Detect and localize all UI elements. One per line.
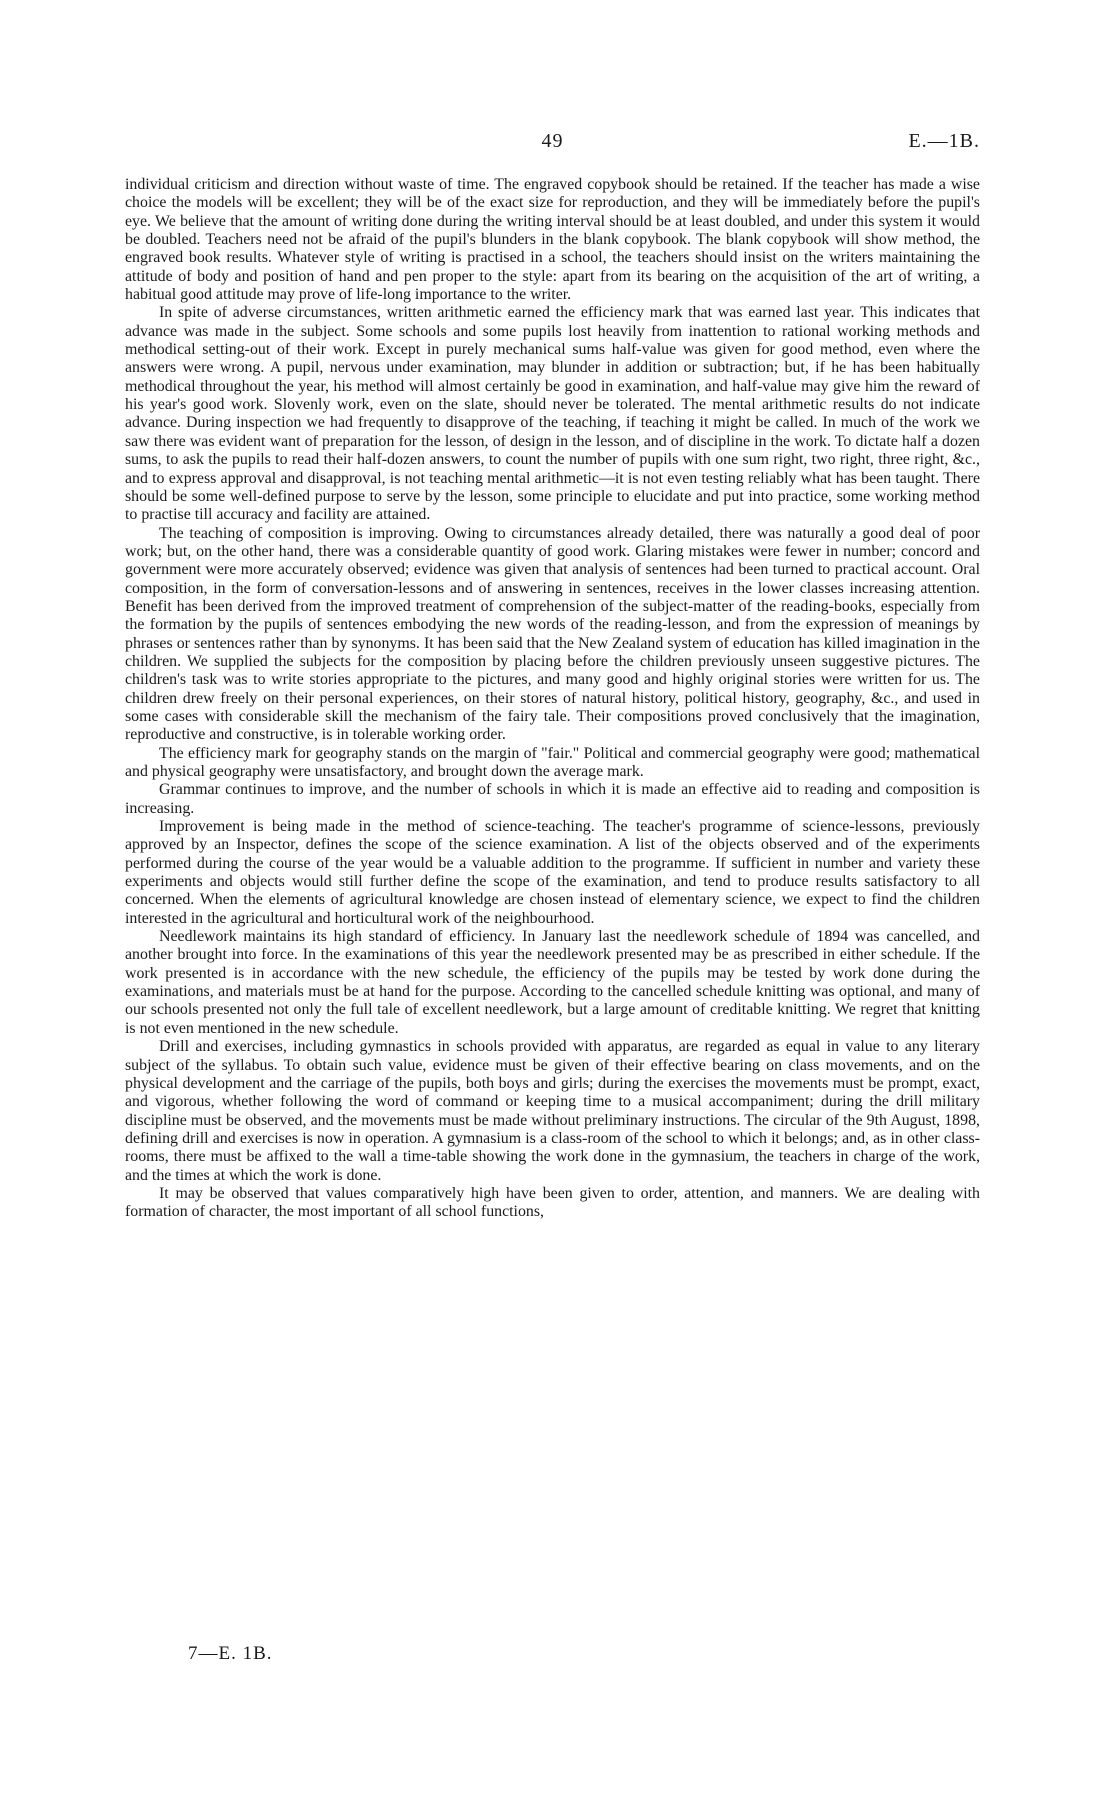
paragraph-composition: The teaching of composition is improving. Owing to circumstances already detailed, there was naturally a good deal of poor work; but, on the other hand, there was a considerable quantity of good work. Glaring mistakes were fewer in number; concord and government were more accurately observed; evidence was given that analysis of sentences had been turned to practical account. Oral composition, in the form of conversation-lessons and of answering in sentences, receives in the lower classes increasing attention. Benefit has been derived from the improved treatment of comprehension of the subject-matter of the reading-books, especially from the formation by the pupils of sentences embodying the new words of the reading-lesson, and from the expression of meanings by phrases or sentences rather than by synonyms. It has been said that the New Zealand system of education has killed imagination in the children. We supplied the subjects for the composition by placing before the children previously unseen suggestive pictures. The children's task was to write stories appropriate to the pictures, and many good and highly original stories were written for us. The children drew freely on their personal experiences, on their stores of natural history, political history, geography, &c., and used in some cases with considerable skill the mechanism of the fairy tale. Their compositions proved conclusively that the imagination, reproductive and constructive, is in tolerable working order. (125, 524, 980, 744)
page-number: 49 (541, 130, 564, 152)
paragraph-grammar: Grammar continues to improve, and the number of schools in which it is made an effective aid to reading and composition is increasing. (125, 781, 980, 817)
signature-mark: 7—E. 1B. (188, 1643, 273, 1664)
body-text (125, 176, 980, 1222)
page-header (125, 130, 980, 156)
report-code: E.—1B. (908, 130, 980, 152)
paragraph-arithmetic: In spite of adverse circumstances, written arithmetic earned the efficiency mark that was earned last year. This indicates that advance was made in the subject. Some schools and some pupils lost heavily from inattention to rational working methods and methodical setting-out of their work. Except in purely mechanical sums half-value was given for good method, even where the answers were wrong. A pupil, nervous under examination, may blunder in addition or subtraction; but, if he has been habitually methodical throughout the year, his method will almost certainly be good in examination, and half-value may give him the reward of his year's good work. Slovenly work, even on the slate, should never be tolerated. The mental arithmetic results do not indicate advance. During inspection we had frequently to disapprove of the teaching, if teaching it might be called. In much of the work we saw there was evident want of preparation for the lesson, of design in the lesson, and of discipline in the work. To dictate half a dozen sums, to ask the pupils to read their half-dozen answers, to count the number of pupils with one sum right, two right, three right, &c., and to express approval and disapproval, is not teaching mental arithmetic—it is not even testing reliably what has been taught. There should be some well-defined purpose to serve by the lesson, some principle to elucidate and put into practice, some working method to practise till accuracy and facility are attained. (125, 304, 980, 524)
paragraph-manners: It may be observed that values comparatively high have been given to order, attention, and manners. We are dealing with formation of character, the most important of all school functions, (125, 1184, 980, 1221)
paragraph-drill: Drill and exercises, including gymnastics in schools provided with apparatus, are regarded as equal in value to any literary subject of the syllabus. To obtain such value, evidence must be given of their effective bearing on class movements, and on the physical development and the carriage of the pupils, both boys and girls; during the exercises the movements must be prompt, exact, and vigorous, whether following the word of command or keeping time to a musical accompaniment; during the drill military discipline must be observed, and the movements must be made without preliminary instructions. The circular of the 9th August, 1898, defining drill and exercises is now in operation. A gymnasium is a class-room of the school to which it belongs; and, as in other class-rooms, there must be affixed to the wall a time-table showing the work done in the gymnasium, the teachers in charge of the work, and the times at which the work is done. (125, 1038, 980, 1184)
paragraph-needlework: Needlework maintains its high standard of efficiency. In January last the needlework schedule of 1894 was cancelled, and another brought into force. In the examinations of this year the needlework presented may be as prescribed in either schedule. If the work presented is in accordance with the new schedule, the efficiency of the pupils may be tested by work done during the examinations, and materials must be at hand for the purpose. According to the cancelled schedule knitting was optional, and many of our schools presented not only the full tale of excellent needlework, but a large amount of creditable knitting. We regret that knitting is not even mentioned in the new schedule. (125, 928, 980, 1037)
paragraph-science: Improvement is being made in the method of science-teaching. The teacher's programme of science-lessons, previously approved by an Inspector, defines the scope of the science examination. A list of the objects observed and of the experiments performed during the course of the year would be a valuable addition to the programme. If sufficient in number and variety these experiments and objects would still further define the scope of the examination, and tend to produce results satisfactory to all concerned. When the elements of agricultural knowledge are chosen instead of elementary science, we expect to find the children interested in the agricultural and horticultural work of the neighbourhood. (125, 818, 980, 927)
paragraph-geography: The efficiency mark for geography stands on the margin of "fair." Political and commercial geography were good; mathematical and physical geography were unsatisfactory, and brought down the average mark. (125, 744, 980, 780)
paragraph-writing: individual criticism and direction without waste of time. The engraved copybook should be retained. If the teacher has made a wise choice the models will be excellent; they will be of the exact size for reproduction, and they will be immediately before the pupil's eye. We believe that the amount of writing done during the writing interval should be at least doubled, and under this system it would be doubled. Teachers need not be afraid of the pupil's blunders in the blank copybook. The blank copybook will show method, the engraved book results. Whatever style of writing is practised in a school, the teachers should insist on the writers maintaining the attitude of body and position of hand and pen proper to the style: apart from its bearing on the acquisition of the art of writing, a habitual good attitude may prove of life-long importance to the writer. (125, 176, 980, 304)
